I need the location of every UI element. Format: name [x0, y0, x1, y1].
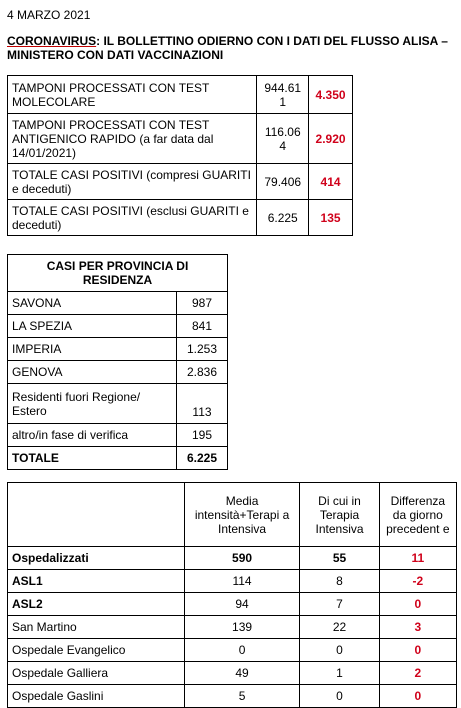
- table-row: [8, 200, 353, 236]
- headline-text: : IL BOLLETTINO ODIERNO CON I DATI DEL FLUSSO ALISA – MINISTERO CON DATI VACCINAZIONI: [7, 34, 448, 62]
- table-row: [8, 547, 457, 570]
- hospital-name: Ospedale Evangelico: [8, 639, 185, 662]
- summary-delta: 414: [309, 164, 353, 200]
- hospital-value-a: 114: [184, 570, 300, 593]
- table-row: [8, 424, 228, 447]
- hospital-value-a: 5: [184, 685, 300, 708]
- hospital-difference: 0: [379, 639, 456, 662]
- hospital-value-a: 49: [184, 662, 300, 685]
- hospital-table: [7, 482, 457, 708]
- province-value: 1.253: [177, 338, 228, 361]
- summary-total: 79.406: [257, 164, 309, 200]
- summary-total: 6.225: [257, 200, 309, 236]
- summary-label: TAMPONI PROCESSATI CON TEST MOLECOLARE: [8, 76, 257, 114]
- hospital-value-a: 590: [184, 547, 300, 570]
- summary-delta: 2.920: [309, 114, 353, 164]
- hospital-name: San Martino: [8, 616, 185, 639]
- province-name: SAVONA: [8, 292, 177, 315]
- table-row: [8, 662, 457, 685]
- summary-label: TAMPONI PROCESSATI CON TEST ANTIGENICO RAPIDO (a far data dal 14/01/2021): [8, 114, 257, 164]
- date-line: 4 MARZO 2021: [7, 8, 91, 22]
- hospital-difference: 3: [379, 616, 456, 639]
- table-row: [8, 361, 228, 384]
- province-value: 113: [177, 384, 228, 424]
- headline-keyword: CORONAVIRUS: [7, 34, 97, 48]
- hospital-value-b: 1: [300, 662, 379, 685]
- table-row: [8, 639, 457, 662]
- hospital-difference: 0: [379, 593, 456, 616]
- summary-label: TOTALE CASI POSITIVI (esclusi GUARITI e deceduti): [8, 200, 257, 236]
- header-empty-cell: [8, 483, 185, 547]
- hospital-value-a: 139: [184, 616, 300, 639]
- table-row: [8, 570, 457, 593]
- province-name: IMPERIA: [8, 338, 177, 361]
- hospital-difference: -2: [379, 570, 456, 593]
- hospital-value-b: 22: [300, 616, 379, 639]
- hospital-value-b: 8: [300, 570, 379, 593]
- hospital-value-b: 7: [300, 593, 379, 616]
- province-table: [7, 254, 228, 470]
- hospital-difference: 2: [379, 662, 456, 685]
- table-row: [8, 338, 228, 361]
- header-difference: Differenza da giorno precedent e: [379, 483, 456, 547]
- hospital-name: Ospedalizzati: [8, 547, 185, 570]
- summary-delta: 4.350: [309, 76, 353, 114]
- hospital-difference: 0: [379, 685, 456, 708]
- province-value: 841: [177, 315, 228, 338]
- table-row: [8, 292, 228, 315]
- hospital-name: Ospedale Gaslini: [8, 685, 185, 708]
- hospital-value-b: 55: [300, 547, 379, 570]
- hospital-value-a: 94: [184, 593, 300, 616]
- table-total-row: [8, 447, 228, 470]
- table-row: [8, 315, 228, 338]
- summary-total: 944.61 1: [257, 76, 309, 114]
- table-row: [8, 384, 228, 424]
- table-header-row: [8, 255, 228, 292]
- province-value: 2.836: [177, 361, 228, 384]
- table-row: [8, 685, 457, 708]
- table-header-row: [8, 483, 457, 547]
- header-medium-intensity: Media intensità+Terapi a Intensiva: [184, 483, 300, 547]
- summary-table: [7, 75, 353, 236]
- hospital-value-b: 0: [300, 685, 379, 708]
- table-row: [8, 114, 353, 164]
- province-value: 195: [177, 424, 228, 447]
- table-row: [8, 164, 353, 200]
- province-header: CASI PER PROVINCIA DI RESIDENZA: [8, 255, 228, 292]
- table-row: [8, 76, 353, 114]
- province-name: altro/in fase di verifica: [8, 424, 177, 447]
- header-intensive-care: Di cui in Terapia Intensiva: [300, 483, 379, 547]
- province-name: Residenti fuori Regione/ Estero: [8, 384, 177, 424]
- hospital-name: ASL2: [8, 593, 185, 616]
- summary-label: TOTALE CASI POSITIVI (compresi GUARITI e deceduti): [8, 164, 257, 200]
- summary-delta: 135: [309, 200, 353, 236]
- headline: [7, 34, 457, 62]
- hospital-name: ASL1: [8, 570, 185, 593]
- province-value: 987: [177, 292, 228, 315]
- province-name: GENOVA: [8, 361, 177, 384]
- province-name: LA SPEZIA: [8, 315, 177, 338]
- hospital-difference: 11: [379, 547, 456, 570]
- table-row: [8, 616, 457, 639]
- table-row: [8, 593, 457, 616]
- province-total-value: 6.225: [177, 447, 228, 470]
- province-total-label: TOTALE: [8, 447, 177, 470]
- hospital-value-a: 0: [184, 639, 300, 662]
- hospital-value-b: 0: [300, 639, 379, 662]
- summary-total: 116.06 4: [257, 114, 309, 164]
- hospital-name: Ospedale Galliera: [8, 662, 185, 685]
